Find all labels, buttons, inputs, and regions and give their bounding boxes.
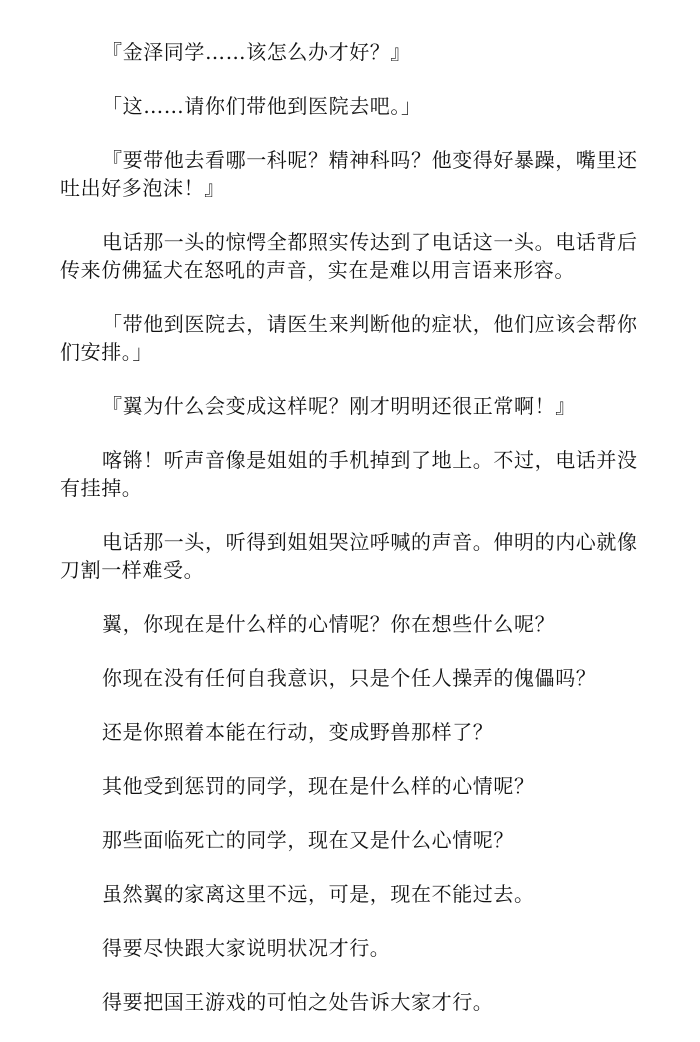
- paragraph: 『金泽同学……该怎么办才好？』: [102, 40, 411, 64]
- paragraph: 喀锵！听声音像是姐姐的手机掉到了地上。不过，电话并没有挂掉。: [60, 448, 638, 500]
- paragraph: 『要带他去看哪一科呢？精神科吗？他变得好暴躁，嘴里还吐出好多泡沫！』: [60, 148, 638, 200]
- paragraph: 「这……请你们带他到医院去吧。」: [102, 94, 422, 118]
- paragraph: 还是你照着本能在行动，变成野兽那样了？: [102, 720, 494, 744]
- paragraph: 那些面临死亡的同学，现在又是什么心情呢？: [102, 828, 514, 852]
- paragraph: 电话那一头的惊愕全都照实传达到了电话这一头。电话背后传来仿佛猛犬在怒吼的声音，实在是难以用言语来形容。: [60, 230, 638, 282]
- paragraph: 得要尽快跟大家说明状况才行。: [102, 936, 391, 960]
- paragraph: 得要把国王游戏的可怕之处告诉大家才行。: [102, 990, 494, 1014]
- paragraph: 电话那一头，听得到姐姐哭泣呼喊的声音。伸明的内心就像刀割一样难受。: [60, 530, 638, 582]
- paragraph: 虽然翼的家离这里不远，可是，现在不能过去。: [102, 882, 535, 906]
- paragraph: 翼，你现在是什么样的心情呢？你在想些什么呢？: [102, 612, 556, 636]
- paragraph: 『翼为什么会变成这样呢？刚才明明还很正常啊！』: [102, 394, 576, 418]
- paragraph: 其他受到惩罚的同学，现在是什么样的心情呢？: [102, 774, 535, 798]
- page-body: [60, 38, 640, 1042]
- paragraph: 你现在没有任何自我意识，只是个任人操弄的傀儡吗？: [102, 666, 597, 690]
- paragraph: 「带他到医院去，请医生来判断他的症状，他们应该会帮你们安排。」: [60, 312, 638, 364]
